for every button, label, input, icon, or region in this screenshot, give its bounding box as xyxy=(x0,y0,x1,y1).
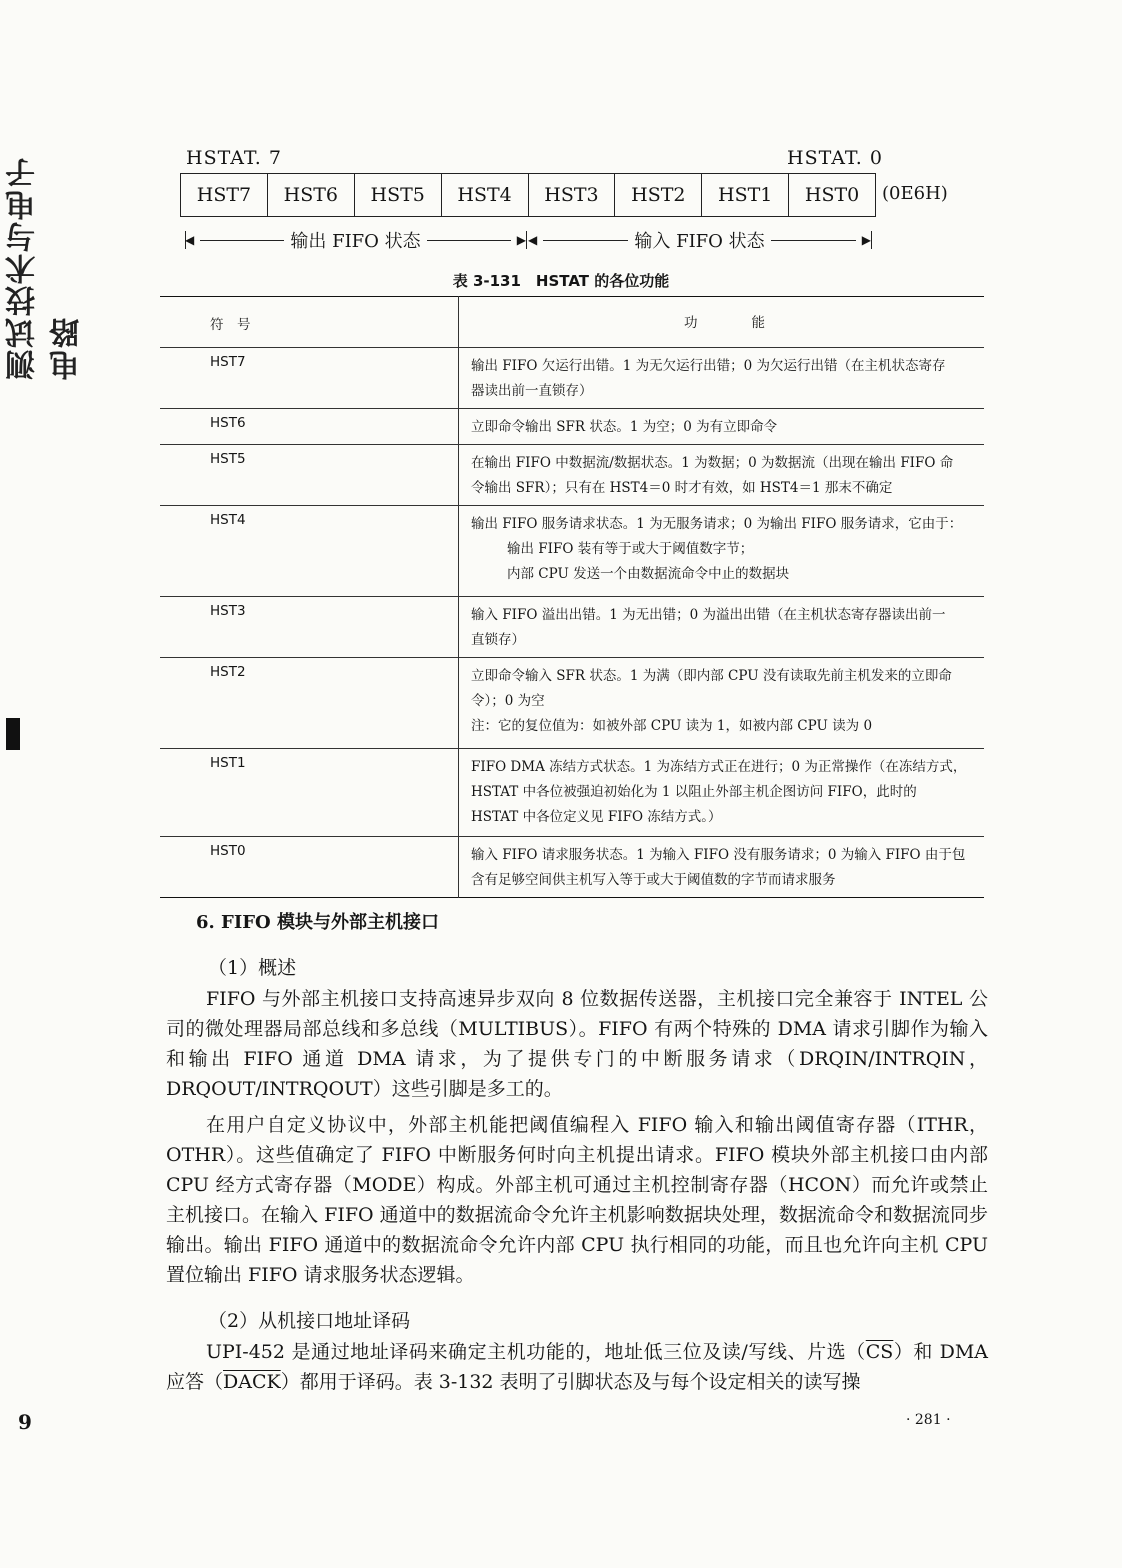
table-row xyxy=(160,837,984,898)
row-symbol: HST3 xyxy=(160,597,459,658)
output-group-arrow xyxy=(185,227,527,253)
margin-mark: 9 xyxy=(18,1410,32,1434)
input-group-label: 输入 FIFO 状态 xyxy=(634,231,765,252)
section-heading: 6. FIFO 模块与外部主机接口 xyxy=(196,912,439,933)
arrow-line xyxy=(200,240,284,241)
table-row xyxy=(160,506,984,597)
desc-line: 立即命令输出 SFR 状态。1 为空；0 为有立即命令 xyxy=(471,419,778,435)
paragraph-threshold: 在用户自定义协议中，外部主机能把阈值编程入 FIFO 输入和输出阈值寄存器（ITHR，OTHR）。这些值确定了 FIFO 中断服务何时向主机提出请求。FIFO 模块外部主机接口由内部 CPU 经方式寄存器（MODE）构成。外部主机可通过主机控制寄存器（HCON）而允许或禁止主机接口。在输入 FIFO 通道中的数据流命令允许主机影响数据块处理，数据流命令和数据流同步输出。输出 FIFO 通道中的数据流命令允许内部 CPU 执行相同的功能，而且也允许向主机 CPU 置位输出 FIFO 请求服务状态逻辑。 xyxy=(166,1114,988,1286)
register-bit: HST7 xyxy=(181,174,268,216)
register-bit: HST2 xyxy=(615,174,702,216)
register-bit-box xyxy=(180,173,876,217)
register-bit: HST3 xyxy=(529,174,616,216)
register-msb-label: HSTAT. 7 xyxy=(186,147,282,169)
row-description xyxy=(459,658,985,749)
desc-line: 输出 FIFO 服务请求状态。1 为无服务请求；0 为输出 FIFO 服务请求，它由于： xyxy=(471,516,963,532)
row-description xyxy=(459,597,985,658)
desc-line: 器读出前一直锁存） xyxy=(471,383,593,399)
register-lsb-label: HSTAT. 0 xyxy=(787,147,883,169)
arrow-line xyxy=(427,240,511,241)
subsection-heading-overview: （1）概述 xyxy=(208,957,297,979)
row-symbol: HST0 xyxy=(160,837,459,898)
dack-signal: DACK xyxy=(223,1371,281,1393)
register-bit: HST1 xyxy=(702,174,789,216)
arrow-line xyxy=(771,240,856,241)
paragraph-overview: FIFO 与外部主机接口支持高速异步双向 8 位数据传送器，主机接口完全兼容于 INTEL 公司的微处理器局部总线和多总线（MULTIBUS）。FIFO 有两个特殊的 DMA 请求引脚作为输入和输出 FIFO 通道 DMA 请求，为了提供专门的中断服务请求（DRQIN/INTRQIN，DRQOUT/INTRQOUT）这些引脚是多工的。 xyxy=(166,988,988,1100)
desc-line: 令）；0 为空 xyxy=(471,693,545,709)
desc-line: 在输出 FIFO 中数据流/数据状态。1 为数据；0 为数据流（出现在输出 FIFO 命 xyxy=(471,455,954,471)
row-symbol: HST2 xyxy=(160,658,459,749)
row-symbol: HST1 xyxy=(160,749,459,837)
arrow-left-head: ◀ xyxy=(528,233,538,247)
arrow-right-head: ▶ xyxy=(516,233,527,247)
desc-line: FIFO DMA 冻结方式状态。1 为冻结方式正在进行；0 为正常操作（在冻结方式， xyxy=(471,759,967,775)
header-function: 功 能 xyxy=(684,315,765,331)
subsection-heading-address-decode: （2）从机接口地址译码 xyxy=(208,1310,411,1332)
row-description xyxy=(459,445,985,506)
register-bit: HST0 xyxy=(804,184,860,206)
output-group-label: 输出 FIFO 状态 xyxy=(290,231,421,252)
row-symbol: HST6 xyxy=(160,409,459,445)
desc-line: 直锁存） xyxy=(471,632,525,648)
spine-text: 测试技术与电子电路 xyxy=(6,156,85,380)
row-description xyxy=(459,837,985,898)
margin-bar xyxy=(6,718,20,750)
table-row xyxy=(160,409,984,445)
hstat-function-table xyxy=(160,296,984,898)
desc-line: 令输出 SFR）；只有在 HST4＝0 时才有效，如 HST4＝1 那末不确定 xyxy=(471,480,893,496)
desc-line: 注：它的复位值为：如被外部 CPU 读为 1，如被内部 CPU 读为 0 xyxy=(471,718,873,734)
desc-line: 输入 FIFO 请求服务状态。1 为输入 FIFO 没有服务请求；0 为输入 FIFO 由于包 xyxy=(471,847,966,863)
register-address: (0E6H) xyxy=(882,183,948,204)
arrow-tick xyxy=(871,231,872,249)
row-description xyxy=(459,506,985,597)
header-symbol: 符 号 xyxy=(160,297,459,348)
page-number: · 281 · xyxy=(906,1412,951,1428)
table-row xyxy=(160,597,984,658)
row-description xyxy=(459,749,985,837)
desc-line: 输入 FIFO 溢出出错。1 为无出错；0 为溢出出错（在主机状态寄存器读出前一 xyxy=(471,607,946,623)
arrow-tick xyxy=(526,231,527,249)
desc-line: 输出 FIFO 装有等于或大于阈值数字节； xyxy=(507,541,754,557)
paragraph-address-decode xyxy=(166,1337,988,1397)
arrow-line xyxy=(543,240,628,241)
desc-line: 内部 CPU 发送一个由数据流命令中止的数据块 xyxy=(507,566,790,582)
row-symbol: HST4 xyxy=(160,506,459,597)
paragraph-text: UPI-452 是通过地址译码来确定主机功能的，地址低三位及读/写线、片选（ xyxy=(206,1341,866,1363)
row-symbol: HST7 xyxy=(160,348,459,409)
desc-line: HSTAT 中各位定义见 FIFO 冻结方式。） xyxy=(471,809,722,825)
table-header-row xyxy=(160,297,984,348)
desc-line: 输出 FIFO 欠运行出错。1 为无欠运行出错；0 为欠运行出错（在主机状态寄存 xyxy=(471,358,946,374)
table-row xyxy=(160,749,984,837)
row-description xyxy=(459,348,985,409)
register-bit: HST6 xyxy=(268,174,355,216)
desc-line: HSTAT 中各位被强迫初始化为 1 以阻止外部主机企图访问 FIFO，此时的 xyxy=(471,784,917,800)
register-bit: HST4 xyxy=(442,174,529,216)
paragraph-text: ）都用于译码。表 3-132 表明了引脚状态及与每个设定相关的读写操 xyxy=(280,1371,861,1393)
arrow-left-head: ◀ xyxy=(185,233,195,247)
table-row xyxy=(160,445,984,506)
paragraph-text: ）和 DMA 应答（ xyxy=(166,1341,988,1393)
desc-line: 立即命令输入 SFR 状态。1 为满（即内部 CPU 没有读取先前主机发来的立即命 xyxy=(471,668,952,684)
table-caption: 表 3-131 HSTAT 的各位功能 xyxy=(452,272,670,290)
cs-signal: $\overline{CS}$ xyxy=(865,1341,894,1363)
register-bit: HST5 xyxy=(355,174,442,216)
table-row xyxy=(160,348,984,409)
row-description xyxy=(459,409,985,445)
arrow-right-head: ▶ xyxy=(861,233,872,247)
row-symbol: HST5 xyxy=(160,445,459,506)
input-group-arrow xyxy=(528,227,872,253)
desc-line: 含有足够空间供主机写入等于或大于阈值数的字节而请求服务 xyxy=(471,872,836,888)
table-row xyxy=(160,658,984,749)
